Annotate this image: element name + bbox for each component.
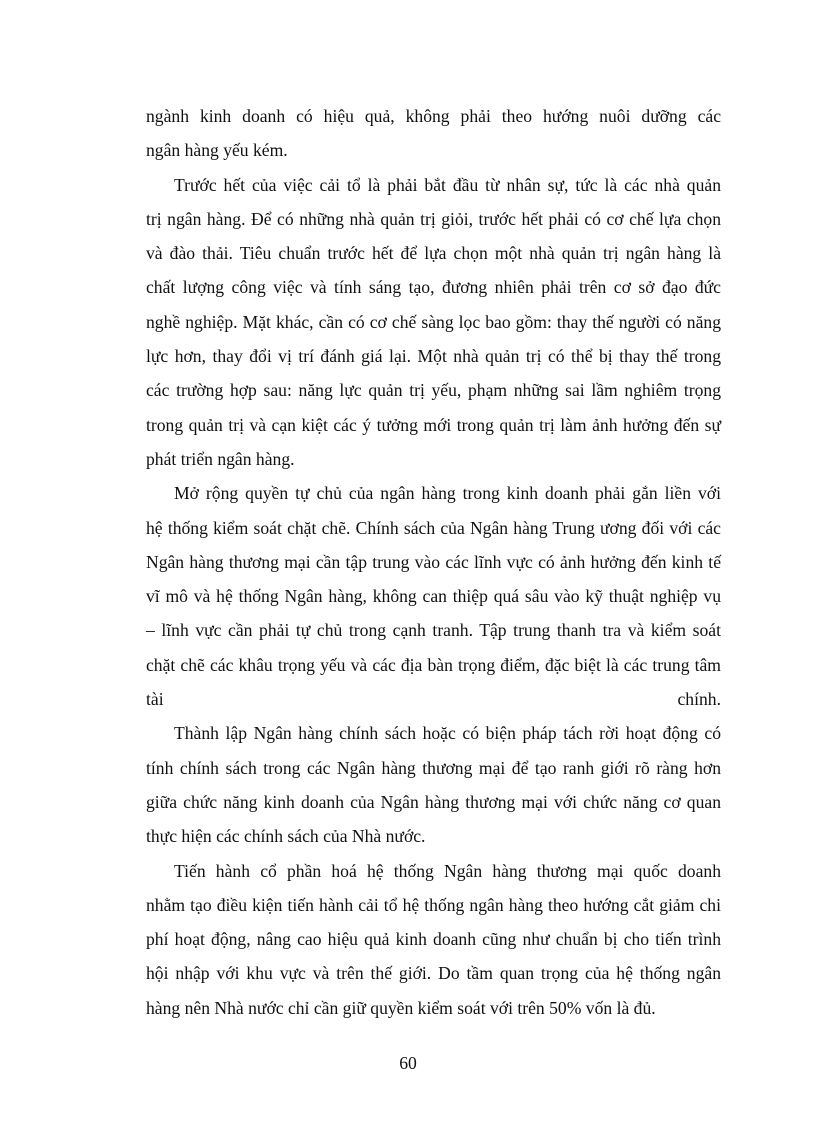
paragraph <box>146 168 721 477</box>
text-line: thực hiện các chính sách của Nhà nước. <box>146 826 426 847</box>
text-line: vĩ mô và hệ thống Ngân hàng, không can thiệp quá sâu vào kỹ thuật nghiệp vụ <box>146 586 721 607</box>
text-line: các trường hợp sau: năng lực quản trị yếu, phạm những sai lầm nghiêm trọng <box>146 380 721 401</box>
text-line: giữa chức năng kinh doanh của Ngân hàng thương mại với chức năng cơ quan <box>146 791 721 812</box>
text-line: chất lượng công việc và tính sáng tạo, đương nhiên phải trên cơ sở đạo đức <box>146 277 721 298</box>
text-line: và đào thải. Tiêu chuẩn trước hết để lựa chọn một nhà quản trị ngân hàng là <box>146 243 721 264</box>
paragraph <box>146 476 721 716</box>
text-line: hệ thống kiểm soát chặt chẽ. Chính sách của Ngân hàng Trung ương đối với các <box>146 517 721 538</box>
text-line: nghề nghiệp. Mặt khác, cần có cơ chế sàng lọc bao gồm: thay thế người có năng <box>146 311 721 332</box>
paragraph <box>146 854 721 1025</box>
text-line: Tiến hành cổ phần hoá hệ thống Ngân hàng thương mại quốc doanh <box>174 860 721 881</box>
text-line: phí hoạt động, nâng cao hiệu quả kinh doanh cũng như chuẩn bị cho tiến trình <box>146 929 721 950</box>
text-line: tài chính. <box>146 689 721 710</box>
text-line: nhằm tạo điều kiện tiến hành cải tổ hệ thống ngân hàng theo hướng cắt giảm chi <box>146 894 721 915</box>
page-number: 60 <box>399 1053 417 1073</box>
body-text <box>146 99 721 1025</box>
text-line: lực hơn, thay đổi vị trí đánh giá lại. Một nhà quản trị có thể bị thay thế trong <box>146 346 721 367</box>
text-line: Mở rộng quyền tự chủ của ngân hàng trong kinh doanh phải gắn liền với <box>174 483 721 504</box>
text-line: tính chính sách trong các Ngân hàng thương mại để tạo ranh giới rõ ràng hơn <box>146 757 721 778</box>
text-line: – lĩnh vực cần phải tự chủ trong cạnh tranh. Tập trung thanh tra và kiểm soát <box>146 620 721 641</box>
text-line: phát triển ngân hàng. <box>146 448 295 469</box>
text-line: hội nhập với khu vực và trên thế giới. Do tầm quan trọng của hệ thống ngân <box>146 963 721 984</box>
text-line: Ngân hàng thương mại cần tập trung vào các lĩnh vực có ảnh hưởng đến kinh tế <box>146 551 721 572</box>
paragraph <box>146 99 721 168</box>
text-line: trong quản trị và cạn kiệt các ý tưởng mới trong quản trị làm ảnh hưởng đến sự <box>146 414 721 435</box>
paragraph <box>146 716 721 853</box>
text-line: Thành lập Ngân hàng chính sách hoặc có biện pháp tách rời hoạt động có <box>174 723 721 744</box>
text-line: ngân hàng yếu kém. <box>146 140 288 161</box>
text-line: ngành kinh doanh có hiệu quả, không phải theo hướng nuôi dưỡng các <box>146 106 721 126</box>
text-line: Trước hết của việc cải tổ là phải bắt đầu từ nhân sự, tức là các nhà quản <box>174 174 721 195</box>
text-line: trị ngân hàng. Để có những nhà quản trị giỏi, trước hết phải có cơ chế lựa chọn <box>146 208 721 229</box>
text-line: hàng nên Nhà nước chỉ cần giữ quyền kiểm soát với trên 50% vốn là đủ. <box>146 997 656 1018</box>
text-line: chặt chẽ các khâu trọng yếu và các địa bàn trọng điểm, đặc biệt là các trung tâm <box>146 654 721 675</box>
